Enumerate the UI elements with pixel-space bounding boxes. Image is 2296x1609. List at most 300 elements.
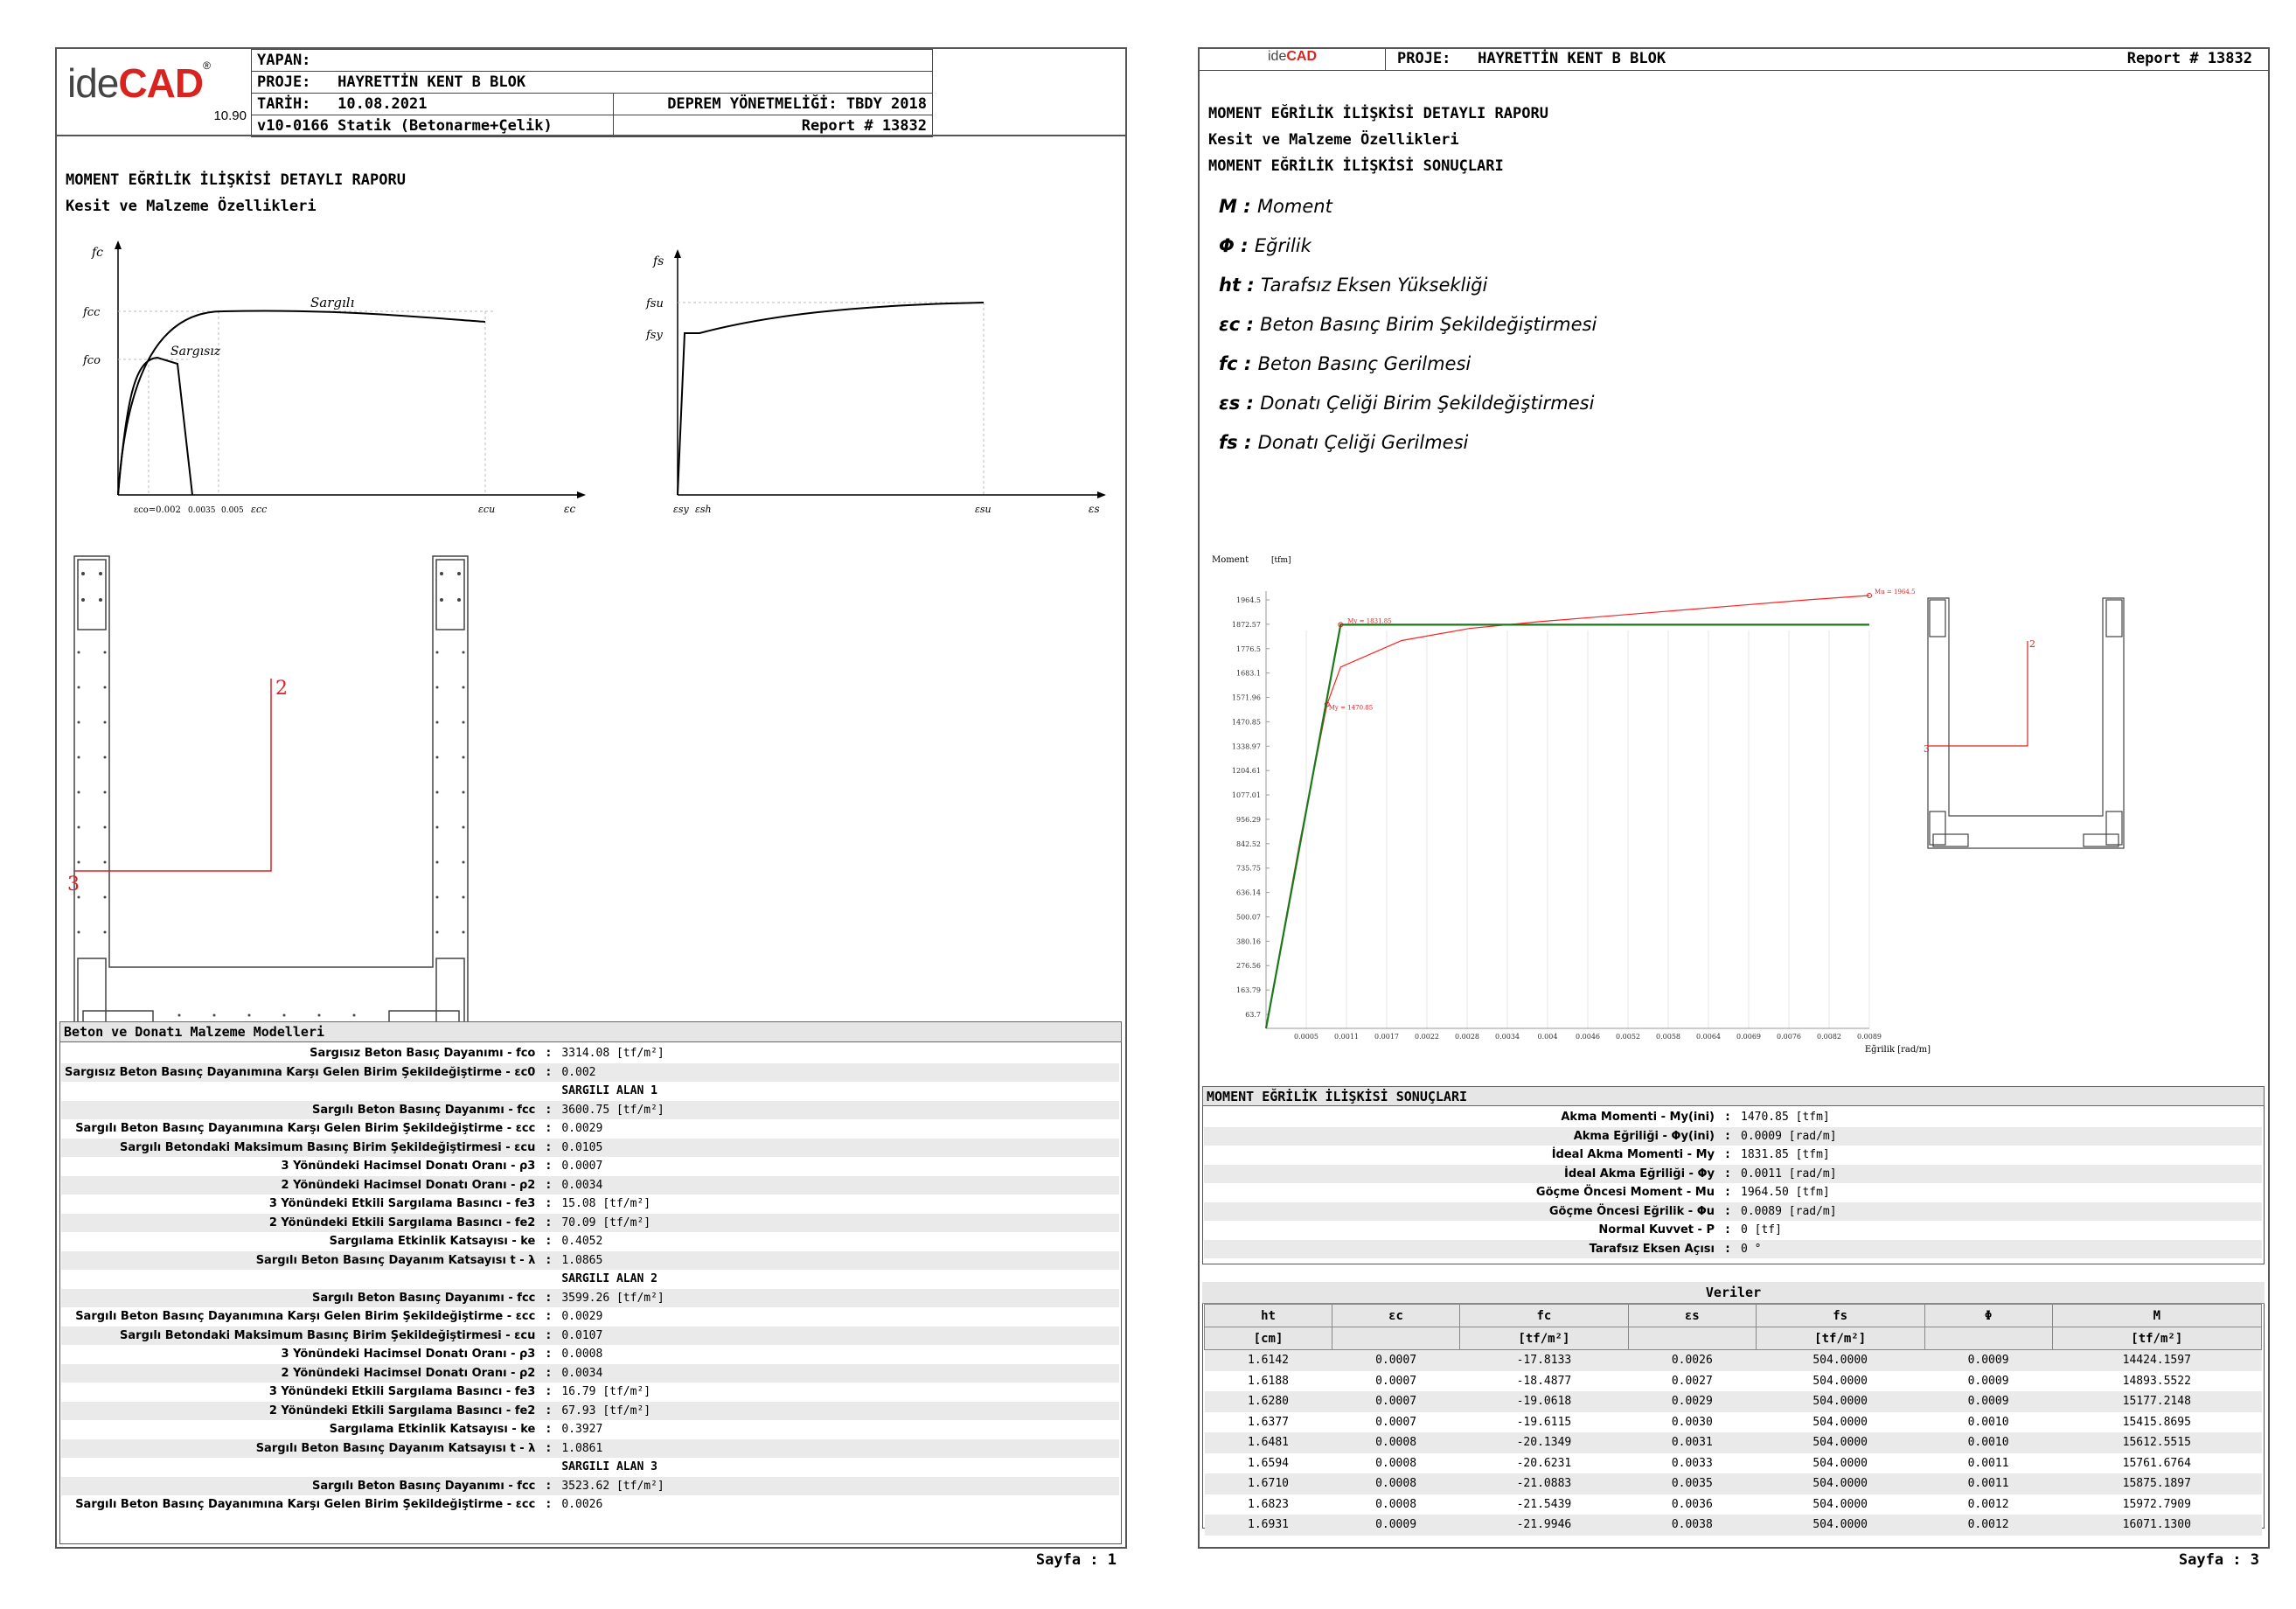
- y-tick-label: 163.79: [1236, 986, 1261, 995]
- table-row: [61, 1420, 1119, 1439]
- u-section-drawing: [66, 547, 503, 1050]
- data-cell: -19.6115: [1516, 1415, 1572, 1429]
- y-axis-unit: [tfm]: [1271, 556, 1291, 565]
- data-col-unit: [1332, 1327, 1460, 1350]
- legend-symbol: fs: [1219, 432, 1238, 453]
- data-cell: -18.4877: [1516, 1374, 1572, 1388]
- bilinear-idealized-series-line: [1266, 624, 1869, 1028]
- x-tick-0035: 0.0035: [188, 506, 216, 515]
- data-cell: 504.0000: [1756, 1515, 1924, 1536]
- row-label: 3 Yönündeki Etkili Sargılama Basıncı - fe3: [268, 1197, 536, 1211]
- results-label: İdeal Akma Eğriliği - Φy: [1204, 1165, 1718, 1184]
- legend-desc: Donatı Çeliği Gerilmesi: [1257, 432, 1469, 453]
- results-row: [1204, 1240, 2262, 1259]
- row-sep: :: [539, 1439, 558, 1459]
- data-cell: 0.0008: [1375, 1497, 1417, 1511]
- row-label: Sargılı Beton Basınç Dayanımına Karşı Gelen Birim Şekildeğiştirme - εcc: [75, 1310, 536, 1324]
- row-label: Sargılı Beton Basınç Dayanımına Karşı Gelen Birim Şekildeğiştirme - εcc: [75, 1122, 536, 1136]
- legend-symbol: M: [1219, 196, 1237, 217]
- x-tick-label: 0.0064: [1696, 1033, 1721, 1041]
- y-tick-label: 735.75: [1236, 864, 1261, 873]
- data-cell: 1.6280: [1205, 1391, 1332, 1412]
- data-row: [1205, 1453, 2262, 1474]
- results-sep: :: [1718, 1165, 1737, 1184]
- x-tick-label: 0.004: [1537, 1033, 1558, 1041]
- logo-small-ide: ide: [1268, 49, 1287, 64]
- data-cell: 504.0000: [1812, 1374, 1868, 1388]
- data-cell: -19.0618: [1460, 1391, 1629, 1412]
- row-sep: :: [546, 1197, 551, 1211]
- row-sep: :: [546, 1310, 551, 1324]
- table-row: [61, 1327, 1119, 1346]
- y-tick-label: 1571.96: [1231, 693, 1261, 702]
- data-cell: 0.0008: [1332, 1432, 1460, 1453]
- legend-colon: :: [1236, 196, 1257, 217]
- results-subtitle-p2: MOMENT EĞRİLİK İLİŞKİSİ SONUÇLARI: [1208, 157, 1504, 175]
- row-sep: :: [546, 1160, 551, 1174]
- logo-small-cad: CAD: [1286, 49, 1318, 64]
- results-value: 0.0009 [rad/m]: [1737, 1127, 2262, 1146]
- table-row: [61, 1289, 1119, 1308]
- proje-label-p2: PROJE:: [1397, 50, 1451, 67]
- myini-annotation: My = 1470.85: [1328, 704, 1374, 712]
- row-label: 2 Yönündeki Etkili Sargılama Basıncı - fe2: [61, 1402, 539, 1421]
- y-tick-label: 1776.5: [1236, 644, 1261, 653]
- data-header-row: [1205, 1305, 2262, 1327]
- row-label: 2 Yönündeki Hacimsel Donatı Oranı - ρ2: [61, 1364, 539, 1383]
- results-sep: :: [1725, 1111, 1730, 1125]
- row-sep: :: [539, 1176, 558, 1195]
- data-col-unit: [tf/m²]: [2052, 1327, 2261, 1350]
- legend-colon: :: [1241, 275, 1262, 296]
- data-cell: 1.6188: [1248, 1374, 1289, 1388]
- material-table-header: Beton ve Donatı Malzeme Modelleri: [59, 1021, 1122, 1042]
- data-cell: 0.0008: [1375, 1456, 1417, 1470]
- thumb-axis-2: 2: [2029, 638, 2035, 650]
- thumb-axis-3: 3: [1924, 743, 1930, 755]
- data-cell: 0.0038: [1628, 1515, 1756, 1536]
- row-sep: :: [546, 1348, 551, 1362]
- proje-cell: [252, 72, 933, 94]
- results-label: Göçme Öncesi Moment - Mu: [1535, 1186, 1715, 1200]
- row-label: Sargılı Betondaki Maksimum Basınç Birim Şekildeğiştirmesi - εcu: [61, 1327, 539, 1346]
- results-label: Tarafsız Eksen Açısı: [1204, 1240, 1718, 1259]
- table-row: [61, 1119, 1119, 1139]
- table-row: [61, 1383, 1119, 1402]
- tarih-cell: [252, 94, 614, 115]
- results-label: Akma Momenti - My(ini): [1561, 1111, 1715, 1125]
- y-tick-label: 1872.57: [1231, 620, 1261, 629]
- table-row: [61, 1195, 1119, 1214]
- report-number-p2: Report # 13832: [2126, 50, 2252, 67]
- data-cell: 15415.8695: [2122, 1415, 2191, 1429]
- row-value: 0.0029: [561, 1310, 603, 1324]
- results-value: 0 [tf]: [1741, 1223, 1782, 1237]
- x-tick-label: 0.0052: [1616, 1033, 1640, 1041]
- row-label: Sargısız Beton Basıç Dayanımı - fco: [310, 1047, 536, 1061]
- data-row: [1205, 1371, 2262, 1392]
- data-col-header: ht: [1205, 1305, 1332, 1327]
- fsu-label: fsu: [646, 297, 664, 310]
- row-label: Sargılı Beton Basınç Dayanımı - fcc: [61, 1289, 539, 1308]
- row-label: Sargılı Beton Basınç Dayanımına Karşı Gelen Birim Şekildeğiştirme - εcc: [75, 1498, 536, 1512]
- data-cell: 0.0010: [1967, 1415, 2009, 1429]
- table-row: [61, 1477, 1119, 1496]
- row-value: 0.0034: [558, 1364, 1119, 1383]
- results-row: [1204, 1146, 2262, 1165]
- data-cell: 0.0007: [1375, 1374, 1417, 1388]
- row-value: 67.93 [tf/m²]: [558, 1402, 1119, 1421]
- idecad-logo-small: [1268, 49, 1317, 65]
- row-sep: :: [539, 1101, 558, 1120]
- proje-label: PROJE:: [257, 73, 311, 91]
- legend-colon: :: [1234, 235, 1255, 256]
- data-col-unit: [1924, 1327, 2052, 1350]
- y-tick-label: 1204.61: [1231, 767, 1261, 776]
- report-page-1: [55, 47, 1127, 1569]
- data-cell: 0.0031: [1628, 1432, 1756, 1453]
- data-cell: 504.0000: [1812, 1456, 1868, 1470]
- x-axis-title: Eğrilik [rad/m]: [1864, 1045, 1931, 1055]
- data-cell: 0.0009: [1924, 1391, 2052, 1412]
- logo-text-cad: CAD: [118, 60, 204, 106]
- results-label: Akma Eğriliği - Φy(ini): [1204, 1127, 1718, 1146]
- results-label: Göçme Öncesi Eğrilik - Φu: [1204, 1202, 1718, 1222]
- row-value: 0.0105: [558, 1139, 1119, 1158]
- results-table-header: MOMENT EĞRİLİK İLİŞKİSİ SONUÇLARI: [1202, 1086, 2265, 1106]
- row-label: Sargılı Betondaki Maksimum Basınç Birim Şekildeğiştirmesi - εcu: [61, 1139, 539, 1158]
- table-row: [61, 1364, 1119, 1383]
- x-tick-ecu: εcu: [478, 504, 496, 515]
- page-number: Sayfa : 1: [1035, 1551, 1117, 1569]
- row-value: 1.0861: [558, 1439, 1119, 1459]
- y-tick-label: 500.07: [1236, 913, 1261, 922]
- data-cell: 15761.6764: [2122, 1456, 2191, 1470]
- report-title-p2: MOMENT EĞRİLİK İLİŞKİSİ DETAYLI RAPORU: [1208, 105, 1548, 122]
- data-cell: -20.1349: [1460, 1432, 1629, 1453]
- data-cell: 0.0009: [1967, 1374, 2009, 1388]
- row-sep: :: [546, 1235, 551, 1249]
- row-sep: :: [539, 1251, 558, 1271]
- axis-label-2: 2: [275, 678, 288, 700]
- fc-axis-label: fc: [92, 246, 104, 260]
- legend-colon: :: [1240, 314, 1261, 335]
- table-row: [61, 1345, 1119, 1364]
- header-divider: [57, 135, 1125, 136]
- legend-item: [1219, 275, 1487, 296]
- row-label: 3 Yönündeki Etkili Sargılama Basıncı - fe3: [268, 1385, 536, 1399]
- legend-desc: Beton Basınç Birim Şekildeğiştirmesi: [1260, 314, 1597, 335]
- fcc-label: fcc: [83, 306, 101, 319]
- data-cell: 0.0026: [1628, 1350, 1756, 1371]
- data-cell: 0.0030: [1671, 1415, 1713, 1429]
- report-page-3: [1198, 47, 2270, 1569]
- legend-symbol: ht: [1219, 275, 1241, 296]
- results-value: 1470.85 [tfm]: [1741, 1111, 1830, 1125]
- y-tick-label: 636.14: [1236, 888, 1261, 897]
- x-tick-label: 0.0082: [1817, 1033, 1841, 1041]
- legend-item: [1219, 432, 1468, 453]
- row-sep: :: [539, 1063, 558, 1083]
- x-tick-ecc: εcc: [251, 504, 268, 515]
- y-tick-label: 276.56: [1236, 962, 1261, 971]
- data-row: [1205, 1350, 2262, 1371]
- table-row: [61, 1214, 1119, 1233]
- row-sep: :: [539, 1327, 558, 1346]
- tarih-label: TARİH:: [257, 95, 311, 113]
- legend-colon: :: [1240, 393, 1261, 414]
- row-sep: :: [546, 1423, 551, 1437]
- y-tick-label: 1338.97: [1231, 742, 1261, 751]
- row-value: 16.79 [tf/m²]: [561, 1385, 651, 1399]
- x-tick-label: 0.0022: [1415, 1033, 1439, 1041]
- results-value: 1831.85 [tfm]: [1741, 1148, 1830, 1162]
- data-cell: 0.0012: [1967, 1497, 2009, 1511]
- data-cell: 504.0000: [1812, 1497, 1868, 1511]
- table-row: [61, 1439, 1119, 1459]
- results-row: [1204, 1183, 2262, 1202]
- row-sep-empty: [539, 1082, 558, 1101]
- legend-symbol: εc: [1219, 314, 1241, 335]
- row-label: Sargılama Etkinlik Katsayısı - ke: [329, 1423, 536, 1437]
- data-cell: 0.0035: [1628, 1473, 1756, 1494]
- x-axis-ec: εc: [564, 503, 576, 515]
- row-sep-empty: [539, 1270, 558, 1289]
- axis-label-3: 3: [67, 874, 80, 895]
- results-value: 0 °: [1737, 1240, 2262, 1259]
- page2-header-bar: [1200, 49, 2268, 71]
- y-tick-label: 63.7: [1245, 1011, 1261, 1019]
- y-axis-title: Moment: [1212, 555, 1249, 565]
- data-cell: 0.0012: [1924, 1515, 2052, 1536]
- row-subheader: SARGILI ALAN 3: [561, 1460, 657, 1474]
- data-unit-row: [1205, 1327, 2262, 1350]
- row-label: 2 Yönündeki Hacimsel Donatı Oranı - ρ2: [61, 1176, 539, 1195]
- software-cell: v10-0166 Statik (Betonarme+Çelik): [252, 115, 614, 137]
- data-cell: 0.0027: [1671, 1374, 1713, 1388]
- row-value: 70.09 [tf/m²]: [558, 1214, 1119, 1233]
- legend-desc: Moment: [1256, 196, 1332, 217]
- legend-symbol: Φ: [1219, 235, 1235, 256]
- data-cell: -21.9946: [1460, 1515, 1629, 1536]
- y-tick-label: 1077.01: [1231, 791, 1261, 800]
- x-tick-label: 0.0089: [1857, 1033, 1882, 1041]
- my-annotation: My = 1831.85: [1347, 617, 1392, 625]
- data-cell: 16071.1300: [2052, 1515, 2261, 1536]
- idecad-logo: [67, 59, 255, 129]
- table-row: [61, 1232, 1119, 1251]
- row-value: 3523.62 [tf/m²]: [558, 1477, 1119, 1496]
- data-cell: 0.0008: [1332, 1473, 1460, 1494]
- data-col-header: εs: [1628, 1305, 1756, 1327]
- x-tick-esu: εsu: [975, 504, 991, 515]
- x-tick-eco: εco=0.002: [134, 505, 181, 515]
- row-label-empty: [61, 1458, 539, 1477]
- row-label: Sargılı Beton Basınç Dayanımı - fcc: [61, 1477, 539, 1496]
- data-col-unit: [cm]: [1205, 1327, 1332, 1350]
- row-sep-empty: [539, 1458, 558, 1477]
- results-sep: :: [1718, 1202, 1737, 1222]
- legend-desc: Tarafsız Eksen Yüksekliği: [1261, 275, 1488, 296]
- row-sep: :: [546, 1047, 551, 1061]
- table-subheader-row: [61, 1082, 1119, 1101]
- report-title: MOMENT EĞRİLİK İLİŞKİSİ DETAYLI RAPORU: [66, 171, 406, 189]
- deprem-cell: DEPREM YÖNETMELİĞİ: TBDY 2018: [613, 94, 932, 115]
- x-tick-esh: εsh: [695, 504, 712, 515]
- row-subheader: SARGILI ALAN 2: [561, 1272, 657, 1286]
- fs-axis-label: fs: [653, 254, 664, 268]
- data-cell: -17.8133: [1460, 1350, 1629, 1371]
- row-label: Sargısız Beton Basınç Dayanımına Karşı Gelen Birim Şekildeğiştirme - εc0: [61, 1063, 539, 1083]
- data-col-header: fs: [1756, 1305, 1924, 1327]
- results-row: [1204, 1221, 2262, 1240]
- data-cell: 0.0036: [1671, 1497, 1713, 1511]
- data-cell: 15177.2148: [2052, 1391, 2261, 1412]
- x-tick-label: 0.0034: [1495, 1033, 1520, 1041]
- data-cell: 504.0000: [1756, 1473, 1924, 1494]
- proje-cell-p2: [1397, 50, 1666, 67]
- row-value: 0.0008: [561, 1348, 603, 1362]
- logo-reg: ®: [203, 59, 211, 72]
- results-row: [1204, 1127, 2262, 1146]
- table-row: [61, 1176, 1119, 1195]
- x-axis-es: εs: [1089, 503, 1100, 515]
- x-tick-label: 0.0017: [1374, 1033, 1399, 1041]
- table-subheader-row: [61, 1458, 1119, 1477]
- row-sep: :: [539, 1214, 558, 1233]
- data-col-unit: [tf/m²]: [1460, 1327, 1629, 1350]
- table-subheader-row: [61, 1270, 1119, 1289]
- logo-text-ide: ide: [67, 60, 119, 106]
- results-sep: :: [1718, 1127, 1737, 1146]
- legend-symbol: fc: [1219, 353, 1238, 374]
- data-table-title: Veriler: [1202, 1282, 2265, 1304]
- x-tick-label: 0.0046: [1576, 1033, 1600, 1041]
- data-cell: 504.0000: [1756, 1432, 1924, 1453]
- data-cell: 0.0009: [1332, 1515, 1460, 1536]
- data-cell: 0.0011: [1924, 1473, 2052, 1494]
- row-sep: :: [539, 1364, 558, 1383]
- y-tick-label: 1683.1: [1236, 669, 1261, 678]
- data-cell: 14424.1597: [2052, 1350, 2261, 1371]
- data-cell: 0.0007: [1375, 1415, 1417, 1429]
- row-value: 0.0029: [561, 1122, 603, 1136]
- proje-value: HAYRETTİN KENT B BLOK: [337, 73, 526, 91]
- report-cell: Report # 13832: [613, 115, 932, 137]
- data-row: [1205, 1494, 2262, 1515]
- material-properties-table: [61, 1044, 1119, 1515]
- row-label: Sargılı Beton Basınç Dayanım Katsayısı t - λ: [61, 1439, 539, 1459]
- y-tick-label: 842.52: [1236, 839, 1261, 848]
- page-number-p2: Sayfa : 3: [2178, 1551, 2259, 1569]
- moment-curvature-series-line: [1266, 596, 1869, 1028]
- data-row: [1205, 1432, 2262, 1453]
- results-value: 1964.50 [tfm]: [1741, 1186, 1830, 1200]
- table-row: [61, 1157, 1119, 1176]
- data-row: [1205, 1412, 2262, 1433]
- data-row: [1205, 1391, 2262, 1412]
- legend-desc: Donatı Çeliği Birim Şekildeğiştirmesi: [1260, 393, 1595, 414]
- tarih-value: 10.08.2021: [337, 95, 428, 113]
- results-sep: :: [1725, 1186, 1730, 1200]
- report-subtitle: Kesit ve Malzeme Özellikleri: [66, 198, 317, 215]
- row-label: Sargılama Etkinlik Katsayısı - ke: [329, 1235, 536, 1249]
- data-row: [1205, 1473, 2262, 1494]
- row-value: 0.4052: [561, 1235, 603, 1249]
- x-tick-label: 0.0005: [1294, 1033, 1318, 1041]
- results-label: Normal Kuvvet - P: [1598, 1223, 1715, 1237]
- results-row: [1204, 1108, 2262, 1127]
- row-sep: :: [546, 1498, 551, 1512]
- table-row: [61, 1044, 1119, 1063]
- results-sep: :: [1718, 1240, 1737, 1259]
- table-row: [61, 1101, 1119, 1120]
- legend-item: [1219, 196, 1332, 217]
- data-cell: 1.6481: [1205, 1432, 1332, 1453]
- yapan-label: YAPAN:: [252, 50, 933, 72]
- x-tick-esy: εsy: [673, 504, 689, 515]
- row-label: 3 Yönündeki Hacimsel Donatı Oranı - ρ3: [281, 1348, 536, 1362]
- row-label-empty: [61, 1270, 539, 1289]
- y-tick-label: 1964.5: [1236, 596, 1261, 604]
- data-cell: 1.6710: [1205, 1473, 1332, 1494]
- row-label: Sargılı Beton Basınç Dayanım Katsayısı t - λ: [61, 1251, 539, 1271]
- data-cell: 0.0007: [1332, 1350, 1460, 1371]
- x-tick-label: 0.0028: [1455, 1033, 1479, 1041]
- mu-annotation: Mu = 1964.5: [1875, 589, 1916, 596]
- y-tick-label: 956.29: [1236, 815, 1261, 824]
- data-col-unit: [1628, 1327, 1756, 1350]
- legend-desc: Beton Basınç Gerilmesi: [1257, 353, 1472, 374]
- data-cell: 0.0010: [1924, 1432, 2052, 1453]
- legend-item: [1219, 353, 1471, 374]
- proje-value-p2: HAYRETTİN KENT B BLOK: [1478, 50, 1666, 67]
- concrete-stress-strain-diagram: [74, 237, 599, 526]
- data-cell: 15875.1897: [2052, 1473, 2261, 1494]
- data-table: [1204, 1304, 2262, 1536]
- header-sep: [1385, 49, 1386, 70]
- results-table: [1204, 1108, 2262, 1258]
- row-value: 0.002: [558, 1063, 1119, 1083]
- confined-curve-label: Sargılı: [310, 295, 355, 310]
- row-value: 15.08 [tf/m²]: [561, 1197, 651, 1211]
- table-row: [61, 1063, 1119, 1083]
- page1-header-table: [251, 49, 933, 137]
- row-value: 0.3927: [561, 1423, 603, 1437]
- row-sep: :: [546, 1385, 551, 1399]
- row-subheader: SARGILI ALAN 1: [561, 1084, 657, 1098]
- data-cell: 14893.5522: [2122, 1374, 2191, 1388]
- results-row: [1204, 1202, 2262, 1222]
- data-cell: 15972.7909: [2122, 1497, 2191, 1511]
- legend-colon: :: [1237, 432, 1258, 453]
- row-value: 3599.26 [tf/m²]: [558, 1289, 1119, 1308]
- data-cell: 1.6823: [1248, 1497, 1289, 1511]
- row-label: 3 Yönündeki Hacimsel Donatı Oranı - ρ3: [281, 1160, 536, 1174]
- data-cell: 0.0033: [1671, 1456, 1713, 1470]
- data-col-header: εc: [1332, 1305, 1460, 1327]
- legend-item: [1219, 314, 1597, 335]
- data-col-header: Φ: [1924, 1305, 2052, 1327]
- row-value: 1.0865: [558, 1251, 1119, 1271]
- data-cell: -20.6231: [1516, 1456, 1572, 1470]
- legend-desc: Eğrilik: [1254, 235, 1312, 256]
- table-row: [61, 1307, 1119, 1327]
- fsy-label: fsy: [646, 329, 663, 342]
- x-tick-0005: 0.005: [221, 506, 244, 515]
- table-row: [61, 1251, 1119, 1271]
- legend-item: [1219, 393, 1594, 414]
